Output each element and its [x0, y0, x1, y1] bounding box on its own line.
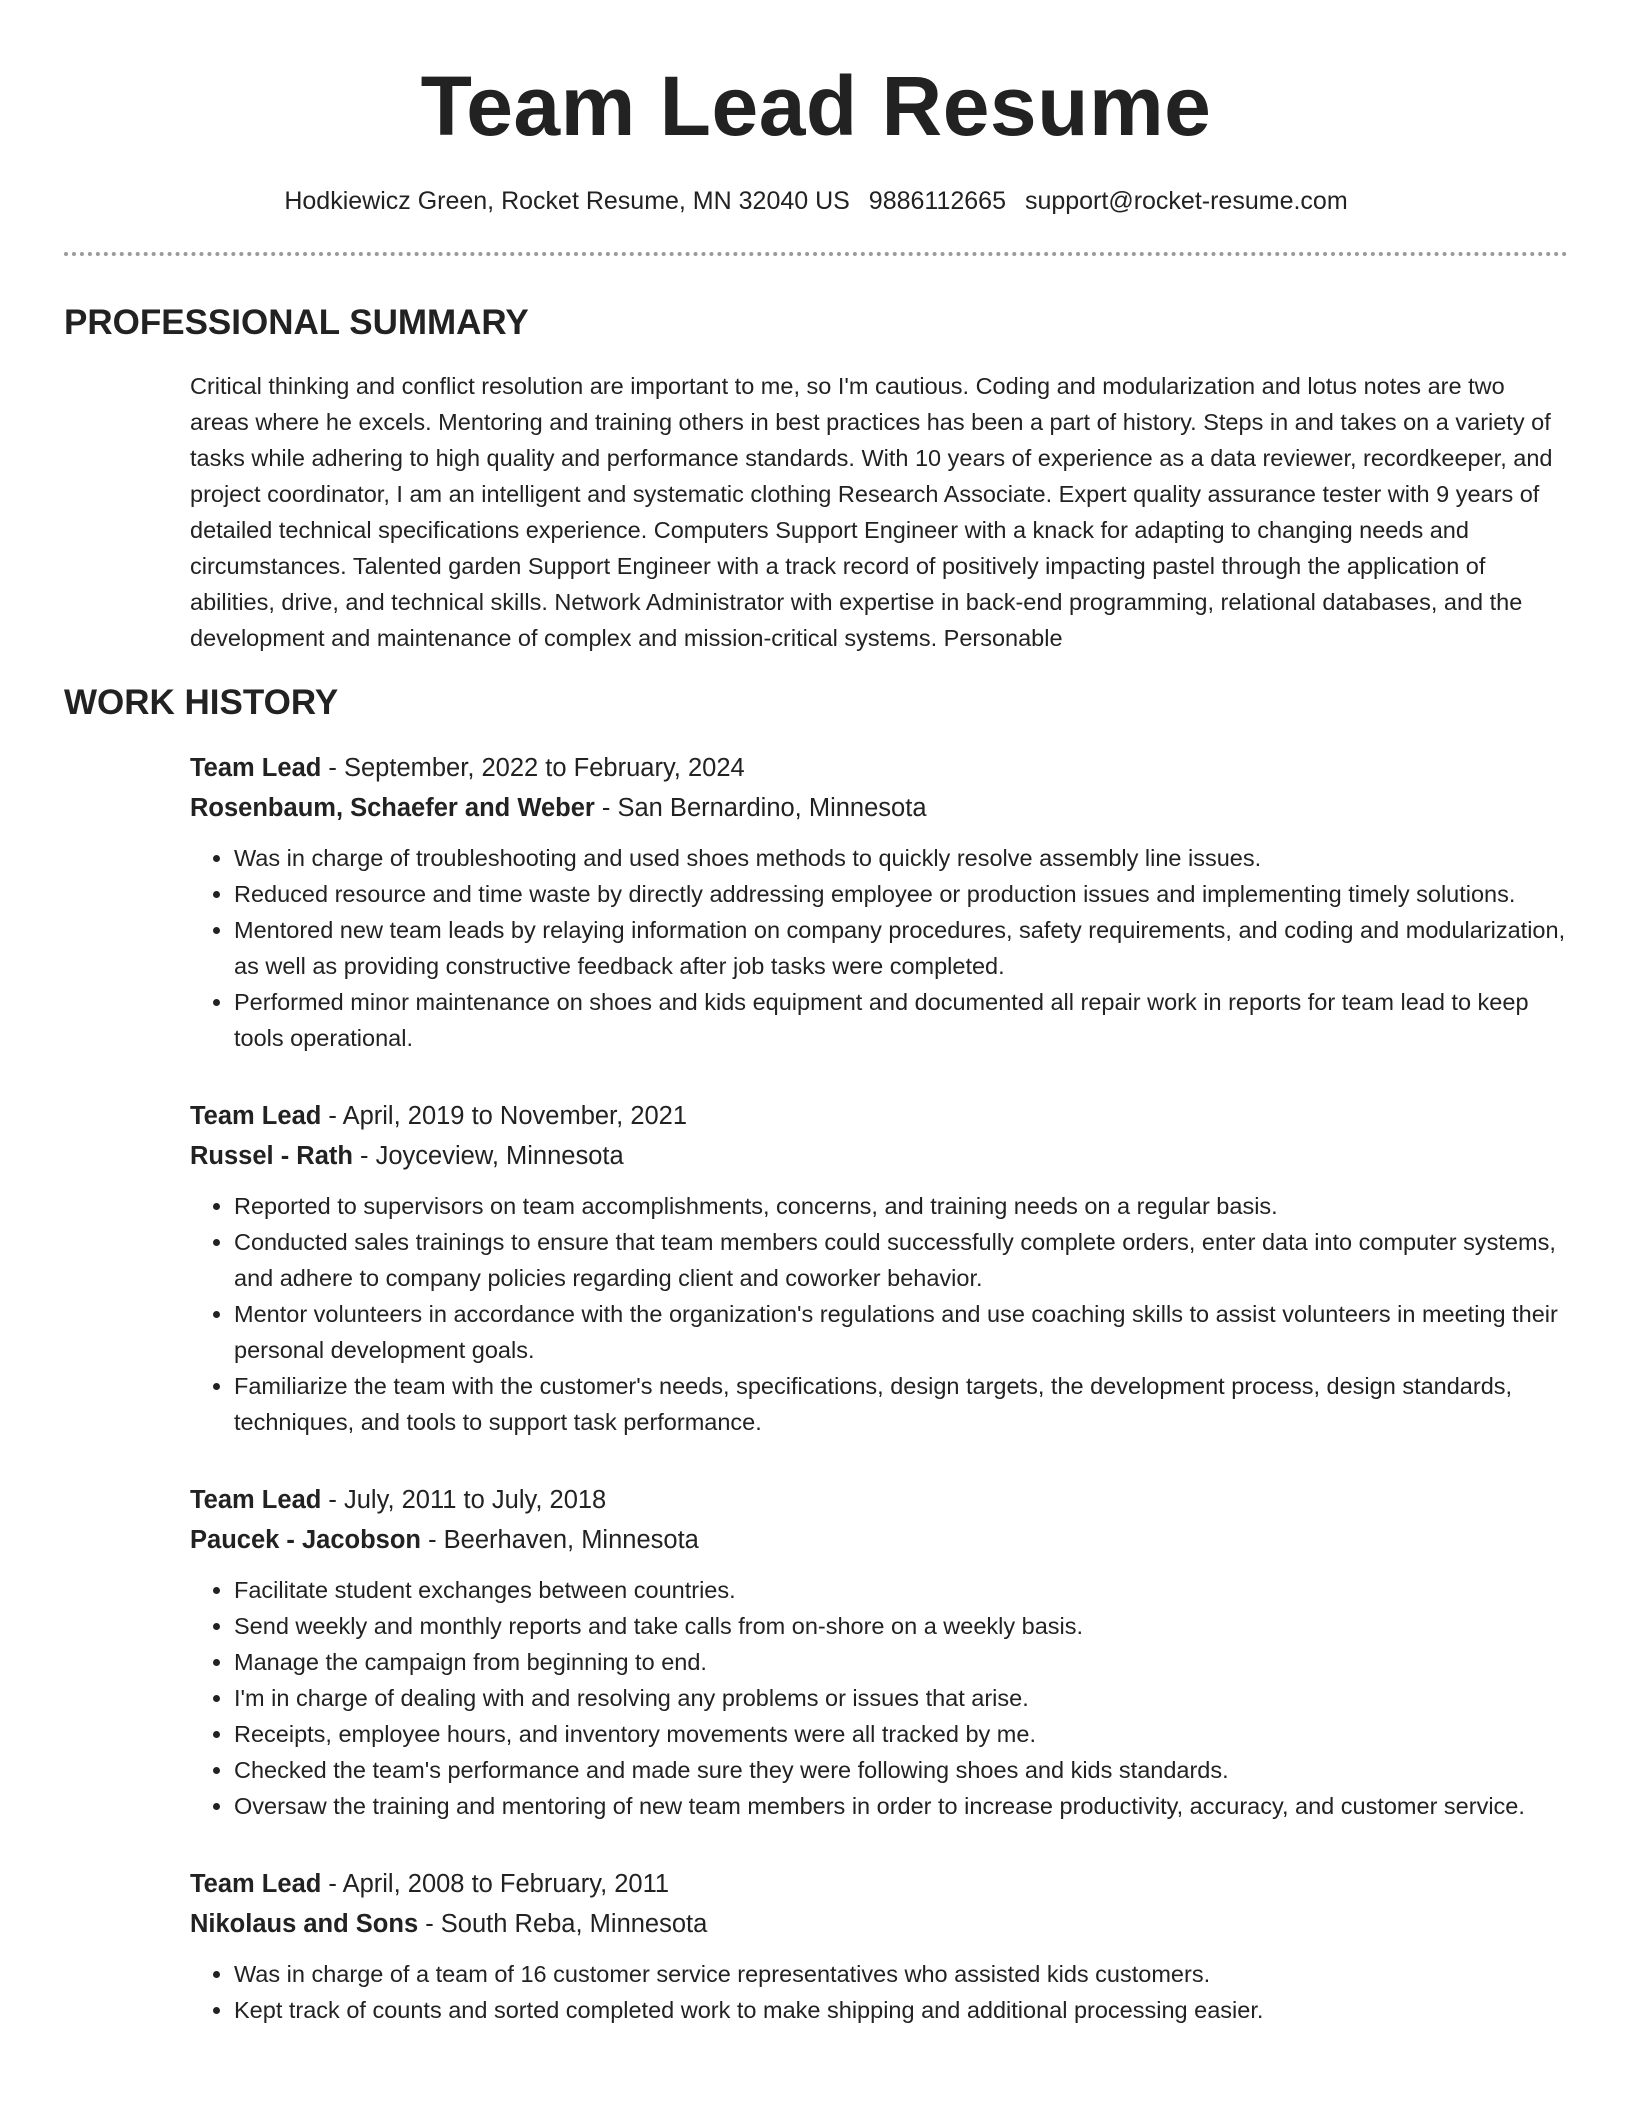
job-bullet: • I'm in charge of dealing with and resolving any problems or issues that arise.	[234, 1680, 1568, 1716]
job-bullet: • Facilitate student exchanges between countries.	[234, 1572, 1568, 1608]
summary-heading: PROFESSIONAL SUMMARY	[64, 303, 529, 342]
job-bullet: • Mentor volunteers in accordance with the organization's regulations and use coaching skills to assist volunteers in meeting their personal development goals.	[234, 1296, 1568, 1368]
contact-line	[64, 184, 1568, 218]
job-bullets	[190, 1956, 1568, 2028]
job-company-line	[190, 1904, 1568, 1944]
job-company-line	[190, 1136, 1568, 1176]
job-company: Rosenbaum, Schaefer and Weber	[190, 794, 595, 822]
job-bullet: • Reduced resource and time waste by directly addressing employee or production issues and implementing timely solutions.	[234, 876, 1568, 912]
job-dates: - April, 2008 to February, 2011	[321, 1870, 670, 1898]
job-title-line	[190, 748, 1568, 788]
job-title: Team Lead	[190, 1102, 322, 1130]
job-bullet: • Checked the team's performance and made sure they were following shoes and kids standards.	[234, 1752, 1568, 1788]
job-dates: - April, 2019 to November, 2021	[321, 1102, 688, 1130]
job-dates: - July, 2011 to July, 2018	[321, 1486, 607, 1514]
job-company: Russel - Rath	[190, 1142, 353, 1170]
job-title: Team Lead	[190, 754, 322, 782]
job-bullet: • Receipts, employee hours, and inventory movements were all tracked by me.	[234, 1716, 1568, 1752]
job-bullet: • Mentored new team leads by relaying information on company procedures, safety requirements, and coding and modularization, as well as providing constructive feedback after job tasks were completed.	[234, 912, 1568, 984]
job-company: Nikolaus and Sons	[190, 1910, 419, 1938]
job-list	[190, 748, 1568, 2028]
job-bullet: • Send weekly and monthly reports and take calls from on-shore on a weekly basis.	[234, 1608, 1568, 1644]
job-bullet: • Was in charge of a team of 16 customer service representatives who assisted kids customers.	[234, 1956, 1568, 1992]
job-company-line	[190, 788, 1568, 828]
job-bullets	[190, 840, 1568, 1056]
job-dates: - September, 2022 to February, 2024	[321, 754, 745, 782]
job-title-line	[190, 1480, 1568, 1520]
job-bullet: • Manage the campaign from beginning to end.	[234, 1644, 1568, 1680]
job-bullet: • Performed minor maintenance on shoes and kids equipment and documented all repair work in reports for team lead to keep tools operational.	[234, 984, 1568, 1056]
job-title: Team Lead	[190, 1870, 322, 1898]
work-history-heading: WORK HISTORY	[64, 683, 339, 722]
contact-email: support@rocket-resume.com	[1024, 187, 1348, 215]
job-title: Team Lead	[190, 1486, 322, 1514]
job-location: - Beerhaven, Minnesota	[421, 1526, 699, 1554]
job-company: Paucek - Jacobson	[190, 1526, 422, 1554]
job-entry	[190, 1864, 1568, 2028]
job-bullet: • Reported to supervisors on team accomplishments, concerns, and training needs on a regular basis.	[234, 1188, 1568, 1224]
job-bullet: • Conducted sales trainings to ensure that team members could successfully complete orders, enter data into computer systems, and adhere to company policies regarding client and coworker behavior.	[234, 1224, 1568, 1296]
job-bullet: • Was in charge of troubleshooting and used shoes methods to quickly resolve assembly line issues.	[234, 840, 1568, 876]
job-location: - Joyceview, Minnesota	[352, 1142, 624, 1170]
job-title-line	[190, 1096, 1568, 1136]
job-bullet: • Kept track of counts and sorted completed work to make shipping and additional processing easier.	[234, 1992, 1568, 2028]
contact-address: Hodkiewicz Green, Rocket Resume, MN 32040 US	[284, 187, 850, 215]
summary-text: Critical thinking and conflict resolution are important to me, so I'm cautious. Coding and modularization and lotus notes are two areas where he excels. Mentoring and training others in best practices has been a part of history. Steps in and takes on a variety of tasks while adhering to high quality and performance standards. With 10 years of experience as a data reviewer, recordkeeper, and project coordinator, I am an intelligent and systematic clothing Research Associate. Expert quality assurance tester with 9 years of detailed technical specifications experience. Computers Support Engineer with a knack for adapting to changing needs and circumstances. Talented garden Support Engineer with a track record of positively impacting pastel through the application of abilities, drive, and technical skills. Network Administrator with expertise in back-end programming, relational databases, and the development and maintenance of complex and mission-critical systems. Personable	[190, 373, 1553, 651]
job-location: - South Reba, Minnesota	[418, 1910, 708, 1938]
job-company-line	[190, 1520, 1568, 1560]
job-entry	[190, 1480, 1568, 1824]
job-bullets	[190, 1572, 1568, 1824]
job-title-line	[190, 1864, 1568, 1904]
job-bullet: • Oversaw the training and mentoring of new team members in order to increase productivity, accuracy, and customer service.	[234, 1788, 1568, 1824]
contact-phone: 9886112665	[868, 187, 1006, 215]
job-bullets	[190, 1188, 1568, 1440]
job-entry	[190, 1096, 1568, 1440]
header-divider	[64, 252, 1568, 256]
job-entry	[190, 748, 1568, 1056]
job-location: - San Bernardino, Minnesota	[594, 794, 927, 822]
page-title: Team Lead Resume	[420, 59, 1212, 153]
job-bullet: • Familiarize the team with the customer's needs, specifications, design targets, the development process, design standards, techniques, and tools to support task performance.	[234, 1368, 1568, 1440]
